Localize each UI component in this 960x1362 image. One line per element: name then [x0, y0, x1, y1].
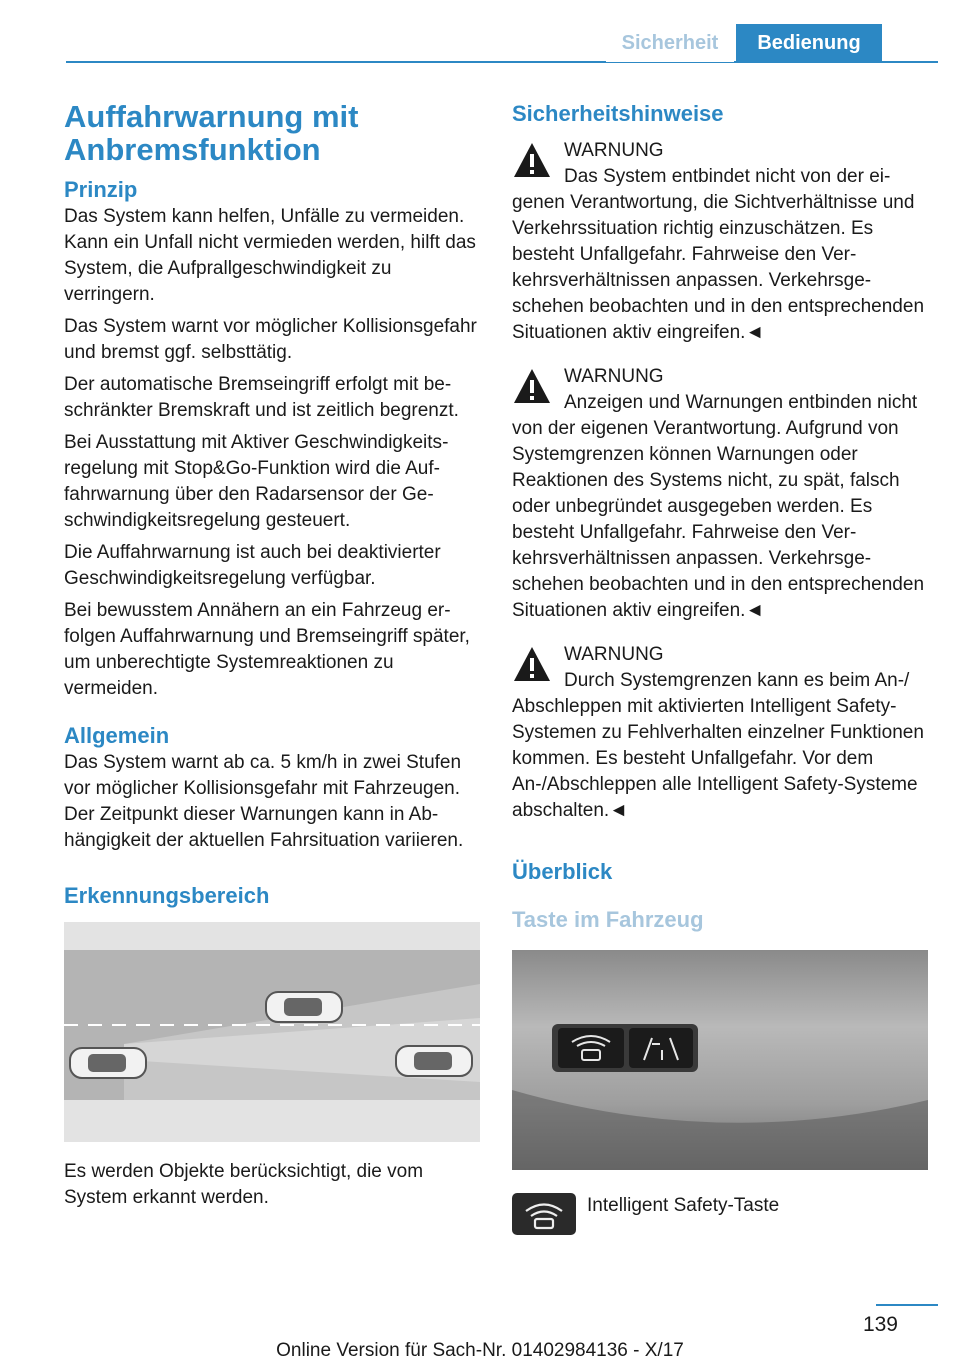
heading-erkennungsbereich: Erkennungsbereich	[64, 883, 270, 908]
page-title: Auffahrwarnung mit Anbremsfunktion	[64, 99, 359, 167]
warning-triangle-icon	[512, 366, 552, 406]
left-column	[64, 100, 480, 1217]
tab-bedienung[interactable]: Bedienung	[736, 24, 882, 62]
heading-taste-im-fahrzeug: Taste im Fahrzeug	[512, 907, 704, 932]
warning-block	[512, 364, 930, 624]
footer-online-version: Online Version für Sach-Nr. 01402984136 - X/17	[276, 1340, 684, 1361]
page-number: 139	[862, 1313, 898, 1336]
erkennungsbereich-caption: Es werden Objekte berücksichtigt, die vom System erkannt werden.	[64, 1161, 424, 1208]
prinzip-paragraph-1: Das System kann helfen, Unfälle zu vermeiden. Kann ein Unfall nicht vermieden werden, hilft das System, die Aufprallgeschwindigkeit zu verringern.	[64, 206, 476, 305]
intelligent-safety-icon	[512, 1193, 576, 1235]
button-legend	[512, 1193, 930, 1241]
prinzip-paragraph-5: Die Auffahrwarnung ist auch bei deaktivierter Geschwindigkeitsregelung verfügbar.	[64, 542, 441, 589]
warning-triangle-icon	[512, 140, 552, 180]
prinzip-paragraph-4: Bei Ausstattung mit Aktiver Geschwindigkeitsregelung mit Stop&Go-Funktion wird die Auffahrwarnung über den Radarsensor der Geschwindigkeitsregelung gesteuert.	[64, 432, 449, 531]
warning-block	[512, 138, 930, 346]
right-column	[512, 100, 930, 1241]
heading-allgemein: Allgemein	[64, 723, 170, 748]
car-icon	[396, 1046, 472, 1076]
prinzip-paragraph-2: Das System warnt vor möglicher Kollisionsgefahr und bremst ggf. selbsttätig.	[64, 316, 477, 363]
detection-range-illustration	[64, 922, 480, 1142]
prinzip-paragraph-3: Der automatische Bremseingriff erfolgt mit beschränkter Bremskraft und ist zeitlich begrenzt.	[64, 374, 459, 421]
car-icon	[266, 992, 342, 1022]
legend-label: Intelligent Safety-Taste	[587, 1195, 780, 1216]
vehicle-button-photo	[512, 950, 928, 1170]
warning-text: Das System entbindet nicht von der eigenen Verantwortung, die Sichtverhältnisse und Verkehrssituation richtig einzuschätzen. Es besteht Unfallgefahr. Fahrweise den Verkehrsverhältnissen anpassen. Verkehrsgeschehen beobachten und in den entsprechenden Situationen aktiv eingreifen.◄	[512, 166, 925, 343]
warning-title: WARNUNG	[564, 140, 664, 161]
heading-prinzip: Prinzip	[64, 177, 138, 202]
allgemein-paragraph: Das System warnt ab ca. 5 km/h in zwei Stufen vor möglicher Kollisionsgefahr mit Fahrzeugen. Der Zeitpunkt dieser Warnungen kann in Abhängigkeit der aktuellen Fahrsituation variieren.	[64, 752, 464, 851]
tab-sicherheit[interactable]: Sicherheit	[606, 24, 734, 62]
warning-text: Anzeigen und Warnungen entbinden nicht von der eigenen Verantwortung. Aufgrund von Systemgrenzen können Warnungen oder Reaktionen des Systems nicht, zu spät, falsch oder unbegründet ausgegeben werden. Es besteht Unfallgefahr. Fahrweise den Verkehrsverhältnissen anpassen. Verkehrsgeschehen beobachten und in den entsprechenden Situationen aktiv eingreifen.◄	[512, 392, 925, 621]
warning-title: WARNUNG	[564, 366, 664, 387]
warning-triangle-icon	[512, 644, 552, 684]
warning-block	[512, 642, 930, 824]
footer-rule	[876, 1304, 938, 1306]
prinzip-paragraph-6: Bei bewusstem Annähern an ein Fahrzeug erfolgen Auffahrwarnung und Bremseingriff später, um unberechtigte Systemreaktionen zu vermeiden.	[64, 600, 470, 699]
heading-sicherheitshinweise: Sicherheitshinweise	[512, 101, 724, 126]
car-icon	[70, 1048, 146, 1078]
warning-text: Durch Systemgrenzen kann es beim An-/ Abschleppen mit aktivierten Intelligent Safety-Systemen zu Fehlverhalten einzelner Funktionen kommen. Es besteht Unfallgefahr. Vor dem An-/Abschleppen alle Intelligent Safety-Systeme abschalten.◄	[512, 670, 924, 821]
warning-title: WARNUNG	[564, 644, 664, 665]
heading-ueberblick: Überblick	[512, 859, 613, 884]
